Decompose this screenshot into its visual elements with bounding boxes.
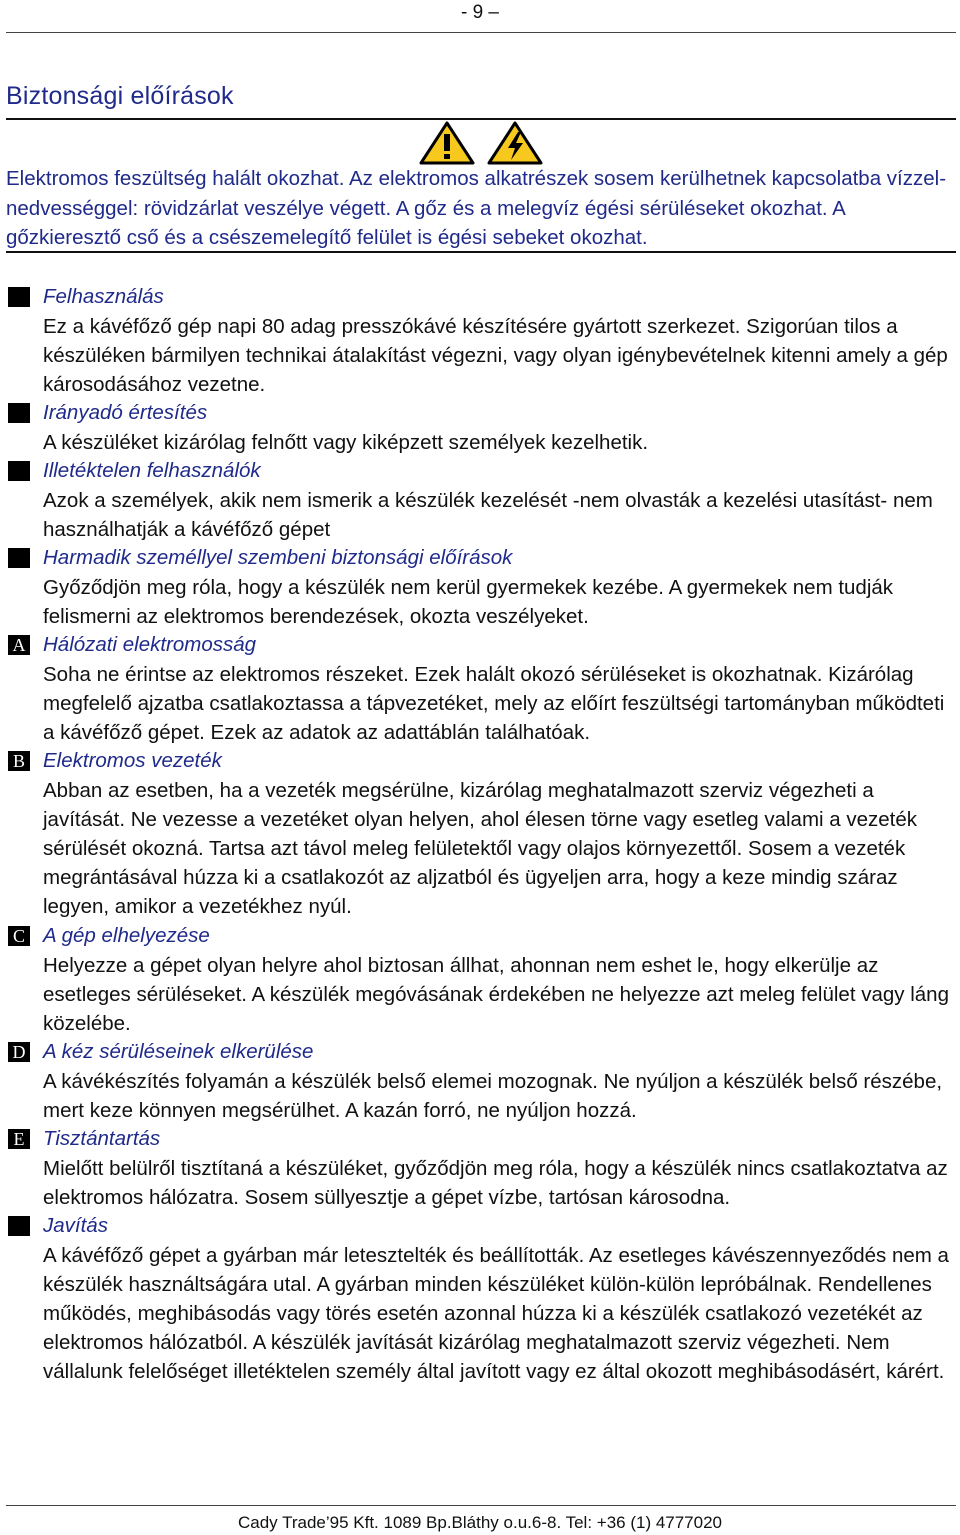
section-marker: E xyxy=(8,1129,30,1149)
section-marker xyxy=(8,403,30,423)
section-body: Abban az esetben, ha a vezeték megsérülne, kizárólag meghatalmazott szerviz végezheti a javítását. Ne vezesse a vezetéket olyan helyen, ahol élesen törne vagy esetleg valami a vezeték sérülését okozná. Tartsa azt távol meleg felületektől vagy olajos környezettől. Sosem a vezeték megrántásával húzza ki a csatlakozót az aljzatból és ügyeljen arra, hogy a keze mindig száraz legyen, amikor a vezetékhez nyúl. xyxy=(43,779,918,918)
section-title: Tisztántartás xyxy=(43,1127,161,1150)
section-title: Harmadik személlyel szembeni biztonsági előírások xyxy=(43,546,513,569)
section-marker: A xyxy=(8,635,30,655)
electric-hazard-icon xyxy=(486,120,544,166)
section-marker: D xyxy=(8,1042,30,1062)
section-marker: C xyxy=(8,926,30,946)
section-marker: B xyxy=(8,751,30,771)
section-body: A készüléket kizárólag felnőtt vagy kiképzett személyek kezelhetik. xyxy=(43,431,649,454)
section-title: Elektromos vezeték xyxy=(43,749,222,772)
section-title: A gép elhelyezése xyxy=(43,924,210,947)
section-marker xyxy=(8,461,30,481)
section-title: Felhasználás xyxy=(43,285,164,308)
section-body: Győződjön meg róla, hogy a készülék nem kerül gyermekek kezébe. A gyermekek nem tudják felismerni az elektromos berendezések, okozta veszélyeket. xyxy=(43,576,894,628)
page-title: Biztonsági előírások xyxy=(6,82,234,110)
section-body: A kávékészítés folyamán a készülék belső elemei mozognak. Ne nyúljon a készülék belső részébe, mert keze könnyen megsérülhet. A kazán forró, ne nyúljon hozzá. xyxy=(43,1070,943,1122)
section-body: Ez a kávéfőző gép napi 80 adag presszókávé készítésére gyártott szerkezet. Szigorúan tilos a készüléken bármilyen technikai átalakítást végezni, vagy olyan igénybevételnek kitenni amely a gép károsodásához vezetne. xyxy=(43,315,948,396)
section-marker xyxy=(8,287,30,307)
warning-icons xyxy=(418,120,544,166)
section-title: Irányadó értesítés xyxy=(43,401,208,424)
section-marker xyxy=(8,1216,30,1236)
section-title: A kéz sérüléseinek elkerülése xyxy=(43,1040,314,1063)
section-body: Azok a személyek, akik nem ismerik a készülék kezelését -nem olvasták a kezelési utasítást- nem használhatják a kávéfőző gépet xyxy=(43,489,933,541)
section-title: Javítás xyxy=(43,1214,108,1237)
section-title: Hálózati elektromosság xyxy=(43,633,257,656)
section-title: Illetéktelen felhasználók xyxy=(43,459,261,482)
warning-exclamation-icon xyxy=(418,120,476,166)
footer-divider xyxy=(6,1505,956,1506)
footer-address: Cady Trade’95 Kft. 1089 Bp.Bláthy o.u.6-8. Tel: +36 (1) 4777020 xyxy=(237,1513,723,1532)
section-marker xyxy=(8,548,30,568)
intro-warning-text: Elektromos feszültség halált okozhat. Az elektromos alkatrészek sosem kerülhetnek kapcsolatba vízzel- nedvességgel: rövidzárlat veszélye végett. A gőz és a melegvíz égési sérüléseket okozhat. A gőzkieresztő cső és a csészemelegítő felület is égési sebeket okozhat. xyxy=(6,167,947,249)
page-number: - 9 – xyxy=(460,2,500,23)
section-body: Mielőtt belülről tisztítaná a készüléket, győződjön meg róla, hogy a készülék nincs csatlakoztatva az elektromos hálózatra. Sosem süllyesztje a gépet vízbe, tartósan károsodna. xyxy=(43,1157,948,1209)
section-body: Helyezze a gépet olyan helyre ahol biztosan állhat, ahonnan nem eshet le, hogy elkerülje az esetleges sérüléseket. A készülék megóvásának érdekében ne helyezze azt meleg felület vagy láng közelébe. xyxy=(43,954,949,1035)
header-divider xyxy=(6,32,956,33)
section-body: Soha ne érintse az elektromos részeket. Ezek halált okozó sérüléseket is okozhatnak. Kizárólag megfelelő ajzatba csatlakoztassa a tápvezetéket, mely az előírt feszültségi tartományban működteti a kávéfőző gépet. Ezek az adatok az adattáblán találhatóak. xyxy=(43,663,945,744)
section-body: A kávéfőző gépet a gyárban már letesztelték és beállították. Az esetleges kávészennyeződés nem a készülék használtságára utal. A gyárban minden készüléket külön-külön lepróbálnak. Rendellenes működés, meghibásodás vagy törés esetén azonnal húzza ki a készülék csatlakozó vezetékét az elektromos hálózatból. A készülék javítását kizárólag meghatalmazott szerviz végezheti. Nem vállalunk felelőséget illetéktelen személy által javított vagy ez által okozott meghibásodásért, kárért. xyxy=(43,1244,949,1383)
intro-divider xyxy=(6,251,956,253)
